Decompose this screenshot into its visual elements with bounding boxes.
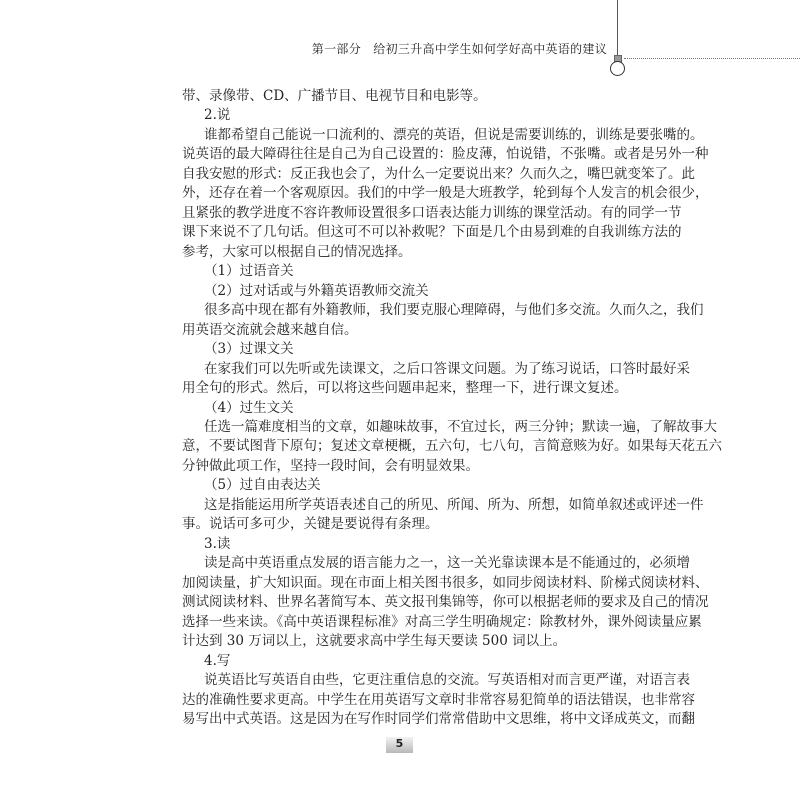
text-line: 且紧张的教学进度不容许教师设置很多口语表达能力训练的课堂活动。有的同学一节 — [182, 204, 682, 221]
subheading: （1）过语音关 — [204, 263, 294, 280]
text-line: 达的准确性要求更高。中学生在用英语写文章时非常容易犯简单的语法错误，也非常容 — [182, 691, 695, 708]
text-line: 谁都希望自己能说一口流利的、漂亮的英语，但说是需要训练的，训练是要张嘴的。 — [204, 126, 704, 143]
text-line: 自我安慰的形式：反正我也会了，为什么一定要说出来？久而久之，嘴巴就变笨了。此 — [182, 165, 695, 182]
text-line: 在家我们可以先听或先读课文，之后口答课文问题。为了练习说话，口答时最好采 — [204, 360, 690, 377]
text-line: 外，还存在着一个客观原因。我们的中学一般是大班教学，轮到每个人发言的机会很少， — [182, 185, 709, 202]
text-line: 说英语的最大障碍往往是自己为自己设置的：脸皮薄，怕说错，不张嘴。或者是另外一种 — [182, 146, 709, 163]
subheading: （4）过生文关 — [204, 399, 294, 416]
running-head: 第一部分 给初三升高中学生如何学好高中英语的建议 — [311, 42, 607, 56]
text-line: 分钟做此项工作，坚持一段时间，会有明显效果。 — [182, 457, 479, 474]
page-number: 5 — [386, 737, 413, 753]
text-line: 这是指能运用所学英语表述自己的所见、所闻、所为、所想，如简单叙述或评述一件 — [204, 496, 704, 513]
section-heading-writing: 4.写 — [204, 652, 231, 669]
text-line: 计达到 30 万词以上，这就要求高中学生每天要读 500 词以上。 — [182, 633, 567, 650]
text-line: 参考，大家可以根据自己的情况选择。 — [182, 243, 412, 260]
text-line: 易写出中式英语。这是因为在写作时同学们常常借助中文思维，将中文译成英文，而翻 — [182, 711, 695, 727]
text-line: 带、录像带、CD、广播节目、电视节目和电影等。 — [182, 88, 487, 104]
header-rule — [617, 0, 618, 56]
text-line: 课下来说不了几句话。但这可不可以补救呢？下面是几个由易到难的自我训练方法的 — [182, 224, 682, 241]
text-line: 读是高中英语重点发展的语言能力之一，这一关光靠读课本是不能通过的，必须增 — [204, 555, 690, 572]
subheading: （2）过对话或与外籍英语教师交流关 — [204, 282, 429, 299]
header-dotted-rule — [624, 58, 800, 59]
text-line: 事。说话可多可少，关键是要说得有条理。 — [182, 516, 439, 533]
text-line: 任选一篇难度相当的文章，如趣味故事，不宜过长，两三分钟；默读一遍，了解故事大 — [204, 418, 717, 435]
text-line: 用英语交流就会越来越自信。 — [182, 321, 358, 338]
subheading: （5）过自由表达关 — [204, 477, 321, 494]
text-line: 测试阅读材料、世界名著简写本、英文报刊集锦等，你可以根据老师的要求及自己的情况 — [182, 594, 709, 611]
section-heading-reading: 3.读 — [204, 535, 231, 552]
text-line: 加阅读量，扩大知识面。现在市面上相关图书很多，如同步阅读材料、阶梯式阅读材料、 — [182, 574, 709, 591]
text-line: 意，不要试图背下原句；复述文章梗概，五六句，七八句，言简意赅为好。如果每天花五六 — [182, 438, 722, 455]
header-circle-ornament — [610, 61, 625, 76]
text-line: 说英语比写英语自由些，它更注重信息的交流。写英语相对而言更严谨，对语言表 — [204, 672, 690, 689]
text-line: 用全句的形式。然后，可以将这些问题串起来，整理一下，进行课文复述。 — [182, 380, 628, 397]
section-heading-speaking: 2.说 — [204, 107, 231, 124]
subheading: （3）过课文关 — [204, 341, 294, 358]
text-line: 很多高中现在都有外籍教师，我们要克服心理障碍，与他们多交流。久而久之，我们 — [204, 302, 704, 319]
body-text — [182, 87, 722, 729]
text-line: 选择一些来读。《高中英语课程标准》对高三学生明确规定：除教材外，课外阅读量应累 — [182, 613, 702, 630]
